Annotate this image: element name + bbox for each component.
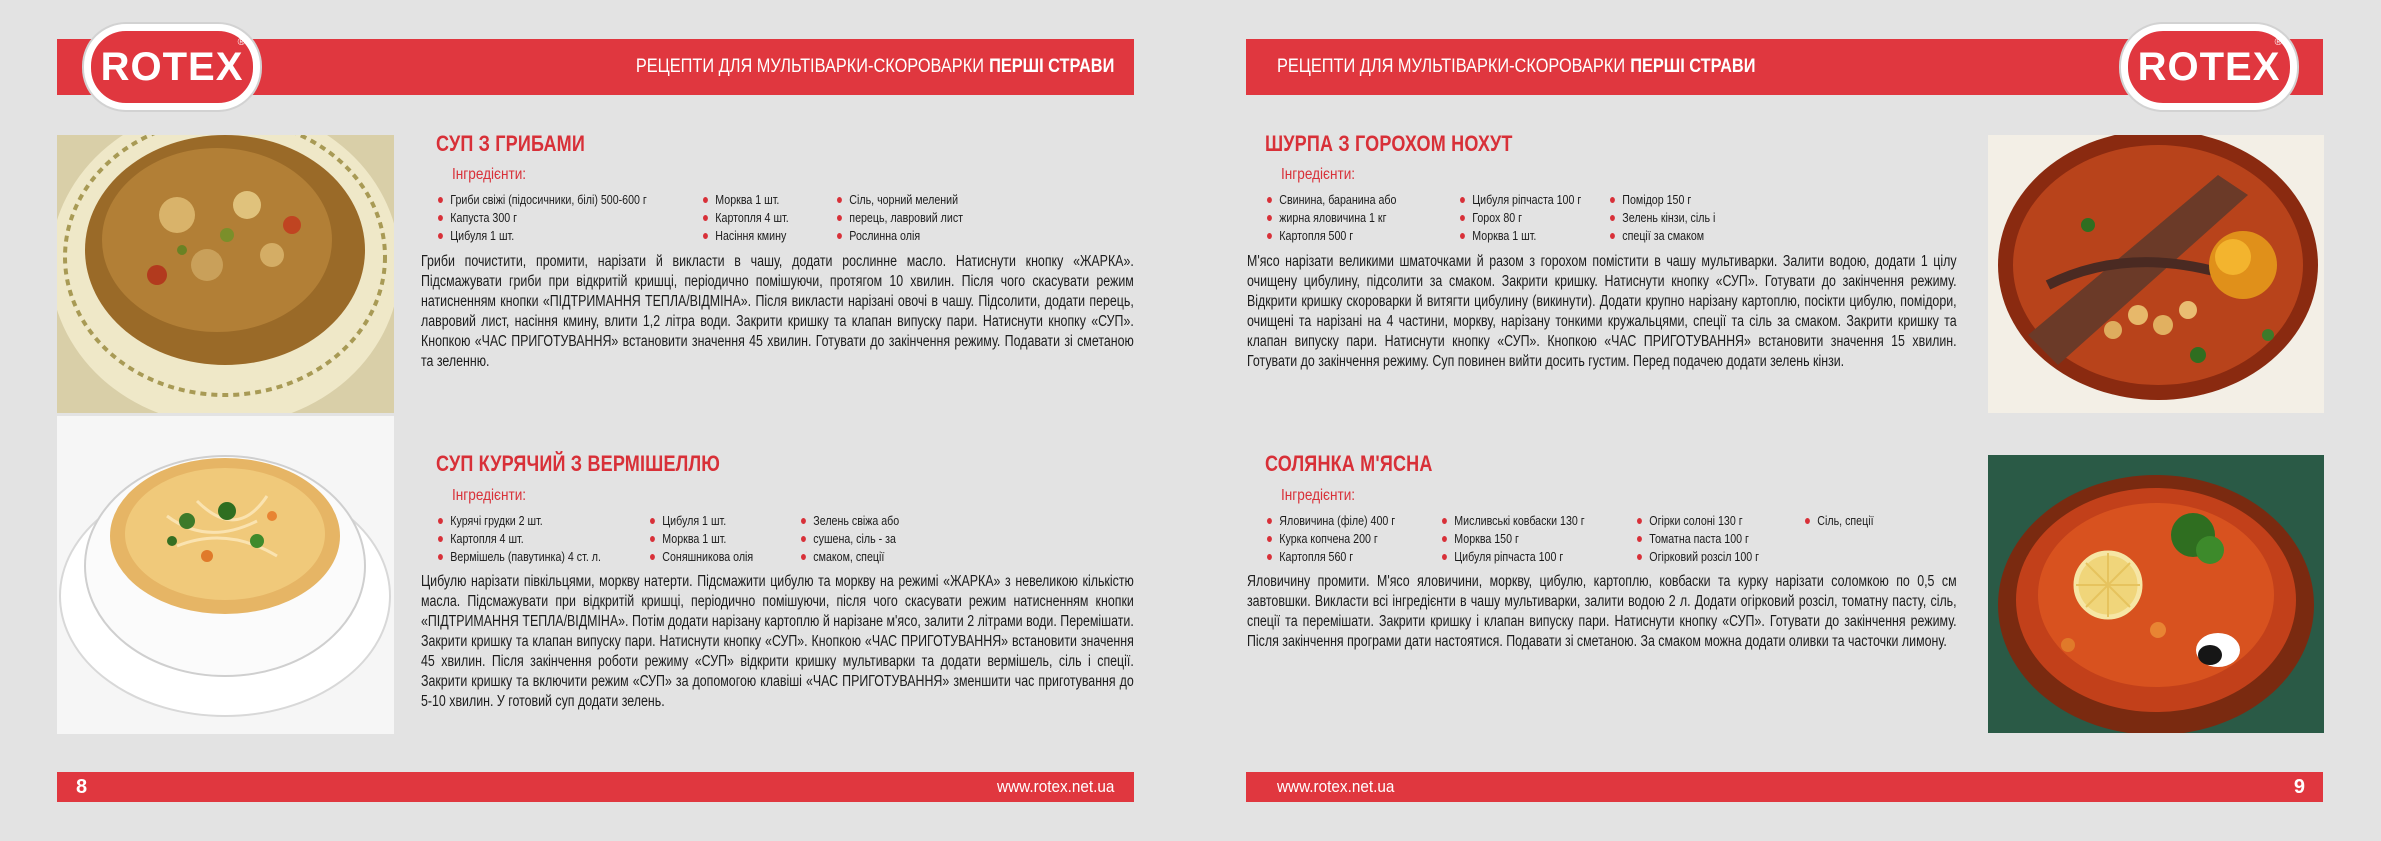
ingredients-list [1805, 512, 1874, 530]
logo-text: ROTEX [100, 44, 244, 89]
ingredients-list [438, 512, 601, 566]
ingredient-item: Цибуля ріпчаста 100 г [1442, 548, 1585, 566]
brand-logo [84, 24, 260, 110]
ingredient-item: Морква 1 шт. [703, 191, 789, 209]
logo-registered-mark: ® [237, 37, 245, 48]
recipe-title-mushroom: СУП З ГРИБАМИ [436, 131, 585, 156]
recipe-description: Цибулю нарізати півкільцями, моркву натерти. Підсмажити цибулю та моркву на режимі «ЖАРКА» з невеликою кількістю масла. Підсмажувати при відкритій кришці, періодично помішуючи, після чого скасувати режим натисненням кнопки «ПІДТРИМАННЯ ТЕПЛА/ВІДМІНА». Потім додати нарізану картоплю й нарізане м'ясо, залити 2 літрами води. Перемішати. Закрити кришку та клапан випуску пари. Натиснути кнопку «СУП». Кнопкою «ЧАС ПРИГОТУВАННЯ» встановити значення 45 хвилин. Після закінчення роботи режиму «СУП» відкрити кришку мультиварки та додати вермішель, сіль і спеції. Закрити кришку та включити режим «СУП» за допомогою клавіші «ЧАС ПРИГОТУВАННЯ» зменшити час приготування до 5-10 хвилин. У готовий суп додати зелень. [421, 573, 1134, 710]
header-series: РЕЦЕПТИ ДЛЯ МУЛЬТІВАРКИ-СКОРОВАРКИ [1277, 56, 1626, 77]
ingredient-item: Вермішель (павутинка) 4 ст. л. [438, 548, 601, 566]
page-right [1191, 0, 2381, 841]
ingredient-item: Морква 1 шт. [650, 530, 753, 548]
ingredients-list [801, 512, 899, 566]
website-link[interactable]: www.rotex.net.ua [1277, 777, 1395, 796]
ingredients-list [1267, 512, 1395, 566]
ingredient-item: Цибуля 1 шт. [438, 227, 647, 245]
ingredient-item: Картопля 500 г [1267, 227, 1396, 245]
ingredient-item: Огірковий розсіл 100 г [1637, 548, 1759, 566]
ingredient-item: Огірки солоні 130 г [1637, 512, 1759, 530]
photo-solyanka [1988, 455, 2324, 733]
recipe-title-solyanka: СОЛЯНКА М'ЯСНА [1265, 451, 1433, 476]
ingredients-label: Інгредієнти: [452, 166, 527, 183]
ingredient-item: сушена, сіль - за [801, 530, 899, 548]
ingredient-item: Морква 1 шт. [1460, 227, 1581, 245]
ingredient-item: Свинина, баранина або [1267, 191, 1396, 209]
ingredients-list [1267, 191, 1396, 245]
ingredients-list [1610, 191, 1715, 245]
ingredient-item: Гриби свіжі (підосичники, білі) 500-600 г [438, 191, 647, 209]
recipe-title-chicken-noodle: СУП КУРЯЧИЙ З ВЕРМІШЕЛЛЮ [436, 451, 721, 476]
ingredient-item: Зелень кінзи, сіль і [1610, 209, 1715, 227]
footer-band [57, 772, 1134, 802]
page-number: 8 [76, 776, 88, 798]
ingredient-item: спеції за смаком [1610, 227, 1715, 245]
ingredient-item: Мисливські ковбаски 130 г [1442, 512, 1585, 530]
header-section: ПЕРШІ СТРАВИ [1630, 56, 1756, 77]
ingredient-item: Картопля 4 шт. [438, 530, 601, 548]
header-text [636, 39, 1114, 95]
photo-shurpa [1988, 135, 2324, 413]
photo-mushroom-soup [57, 135, 394, 413]
ingredient-item: Сіль, чорний мелений [837, 191, 963, 209]
ingredient-item: Картопля 560 г [1267, 548, 1395, 566]
ingredient-item: Цибуля 1 шт. [650, 512, 753, 530]
recipe-title-shurpa: ШУРПА З ГОРОХОМ НОХУТ [1265, 131, 1513, 156]
logo-registered-mark: ® [2274, 37, 2282, 48]
photo-chicken-noodle-soup [57, 416, 394, 734]
ingredient-item: Морква 150 г [1442, 530, 1585, 548]
ingredients-label: Інгредієнти: [452, 487, 527, 504]
recipe-description: Гриби почистити, промити, нарізати й викласти в чашу, додати рослинне масло. Натиснути кнопку «ЖАРКА». Підсмажувати гриби при відкритій кришці, періодично помішуючи, протягом 10 хвилин. Після чого скасувати режим натисненням кнопки «ПІДТРИМАННЯ ТЕПЛА/ВІДМІНА». Після викласти нарізані овочі в чашу. Підсолити, додати перець, лавровий лист, насіння кмину, влити 1,2 літра води. Закрити кришку та клапан випуску пари. Натиснути кнопку «СУП». Кнопкою «ЧАС ПРИГОТУВАННЯ» встановити значення 45 хвилин. Готувати до закінчення режиму. Подавати зі сметаною та зеленню. [421, 253, 1134, 370]
ingredient-item: Курячі грудки 2 шт. [438, 512, 601, 530]
recipe-description: М'ясо нарізати великими шматочками й разом з горохом помістити в чашу мультиварки. Залити водою, додати 1 цілу очищену цибулину, підсолити за смаком. Закрити кришку. Натиснути кнопку «СУП». Готувати до закінчення режиму. Відкрити кришку скороварки й витягти цибулину (викинути). Додати крупно нарізану картоплю, посікти цибулю, помідори, очищені та нарізані на 4 частини, моркву, нарізану тонкими кружальцями, спеції та сіль за смаком. Закрити кришку та клапан випуску пари. Натиснути кнопку «СУП». Кнопкою «ЧАС ПРИГОТУВАННЯ» встановити значення 15 хвилин. Готувати до закінчення режиму. Суп повинен вийти досить густим. Перед подачею додати зелень кінзи. [1247, 253, 1957, 370]
ingredients-list [1442, 512, 1585, 566]
page-number: 9 [2293, 776, 2305, 798]
footer-band [1246, 772, 2323, 802]
header-section: ПЕРШІ СТРАВИ [988, 56, 1114, 77]
ingredients-list [837, 191, 963, 245]
logo-text: ROTEX [2137, 44, 2281, 89]
ingredient-item: жирна яловичина 1 кг [1267, 209, 1396, 227]
ingredients-label: Інгредієнти: [1281, 487, 1356, 504]
ingredient-item: Рослинна олія [837, 227, 963, 245]
ingredients-list [703, 191, 789, 245]
header-series: РЕЦЕПТИ ДЛЯ МУЛЬТІВАРКИ-СКОРОВАРКИ [635, 56, 984, 77]
ingredients-list [1637, 512, 1759, 566]
ingredient-item: Соняшникова олія [650, 548, 753, 566]
header-text [1277, 39, 1755, 95]
ingredients-label: Інгредієнти: [1281, 166, 1356, 183]
ingredient-item: Капуста 300 г [438, 209, 647, 227]
ingredient-item: Томатна паста 100 г [1637, 530, 1759, 548]
ingredient-item: Помідор 150 г [1610, 191, 1715, 209]
ingredient-item: Цибуля ріпчаста 100 г [1460, 191, 1581, 209]
ingredients-list [438, 191, 647, 245]
brand-logo [2121, 24, 2297, 110]
ingredient-item: Насіння кмину [703, 227, 789, 245]
recipe-description: Яловичину промити. М'ясо яловичини, моркву, цибулю, картоплю, ковбаски та курку нарізати соломкою по 0,5 см завтовшки. Викласти всі інгредієнти в чашу мультиварки, залити водою 2 л. Додати огірковий розсіл, томатну пасту, сіль, спеції та перемішати. Закрити кришку і клапан випуску пари. Натиснути кнопку «СУП». Готувати до закінчення режиму. Після закінчення програми дати настоятися. Подавати зі сметаною. За смаком можна додати оливки та часточки лимону. [1247, 573, 1957, 650]
ingredient-item: перець, лавровий лист [837, 209, 963, 227]
page-left [0, 0, 1190, 841]
website-link[interactable]: www.rotex.net.ua [996, 777, 1114, 796]
ingredient-item: Яловичина (філе) 400 г [1267, 512, 1395, 530]
ingredient-item: Горох 80 г [1460, 209, 1581, 227]
ingredient-item: смаком, спеції [801, 548, 899, 566]
ingredients-list [1460, 191, 1581, 245]
ingredient-item: Картопля 4 шт. [703, 209, 789, 227]
ingredient-item: Курка копчена 200 г [1267, 530, 1395, 548]
ingredient-item: Сіль, спеції [1805, 512, 1874, 530]
ingredients-list [650, 512, 753, 566]
ingredient-item: Зелень свіжа або [801, 512, 899, 530]
